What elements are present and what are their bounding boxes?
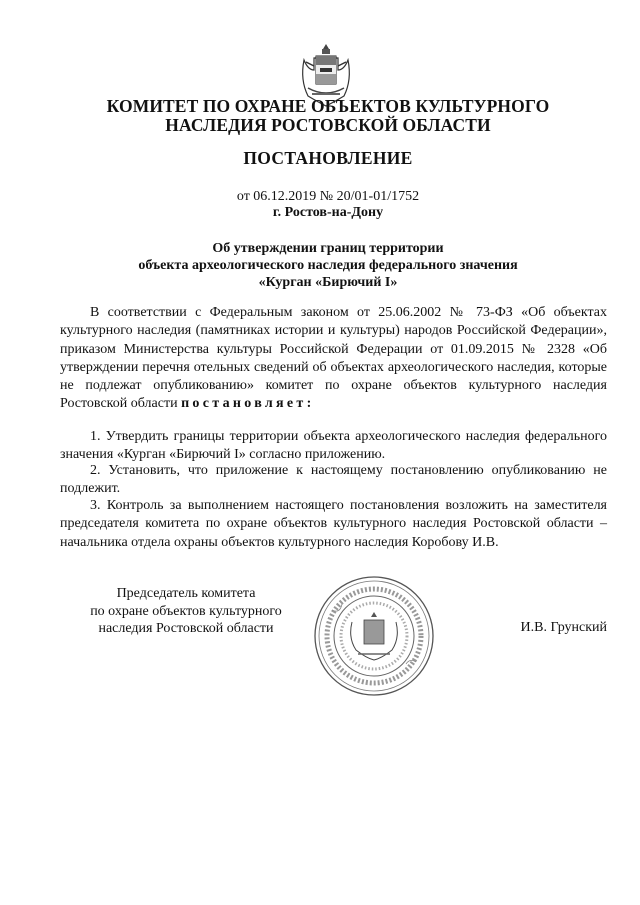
title-line-2: объекта археологического наследия федерального значения [138,258,518,273]
document-date-number: от 06.12.2019 № 20/01-01/1752 [236,189,420,204]
preamble-paragraph [60,304,607,414]
resolves-word: постановляет: [181,396,315,412]
title-line-1: Об утверждении границ территории [212,241,444,256]
title-line-3: «Курган «Бирючий I» [258,275,398,290]
document-type: ПОСТАНОВЛЕНИЕ [243,148,413,168]
signatory-name: И.В. Грунский [520,620,607,635]
item-1-paragraph: 1. Утвердить границы территории объекта археологического наследия федерального значения «Курган «Бирючий I» согласно приложению. [60,429,607,463]
org-line-2: НАСЛЕДИЯ РОСТОВСКОЙ ОБЛАСТИ [165,115,491,135]
document-title [60,240,596,291]
organization-name [60,97,596,135]
item-3-paragraph: 3. Контроль за выполнением настоящего постановления возложить на заместителя председателя комитета по охране объектов культурного наследия Ростовской области – начальника отдела охраны объектов культурного наследия Коробову И.В. [60,498,607,550]
position-line-1: Председатель комитета [116,586,256,601]
position-line-2: по охране объектов культурного [90,603,282,619]
signatory-position [56,585,316,638]
document-city: г. Ростов-на-Дону [272,205,384,220]
position-line-3: наследия Ростовской области [98,621,274,636]
item-2-paragraph: 2. Установить, что приложение к настоящему постановлению опубликованию не подлежит. [60,463,607,497]
official-seal-icon [312,574,436,698]
preamble-text: В соответствии с Федеральным законом от 25.06.2002 № 73-ФЗ «Об объектах культурного наследия (памятниках истории и культуры) народов Российской Федерации», приказом Министерства культуры Российской Федерации от 01.09.2015 № 2328 «Об утверждении перечня отельных сведений об объектах археологического наследия, которые не подлежат опубликованию» комитет по охране объектов культурного наследия Ростовской области [60,305,607,412]
org-line-1: КОМИТЕТ ПО ОХРАНЕ ОБЪЕКТОВ КУЛЬТУРНОГО [106,96,550,116]
